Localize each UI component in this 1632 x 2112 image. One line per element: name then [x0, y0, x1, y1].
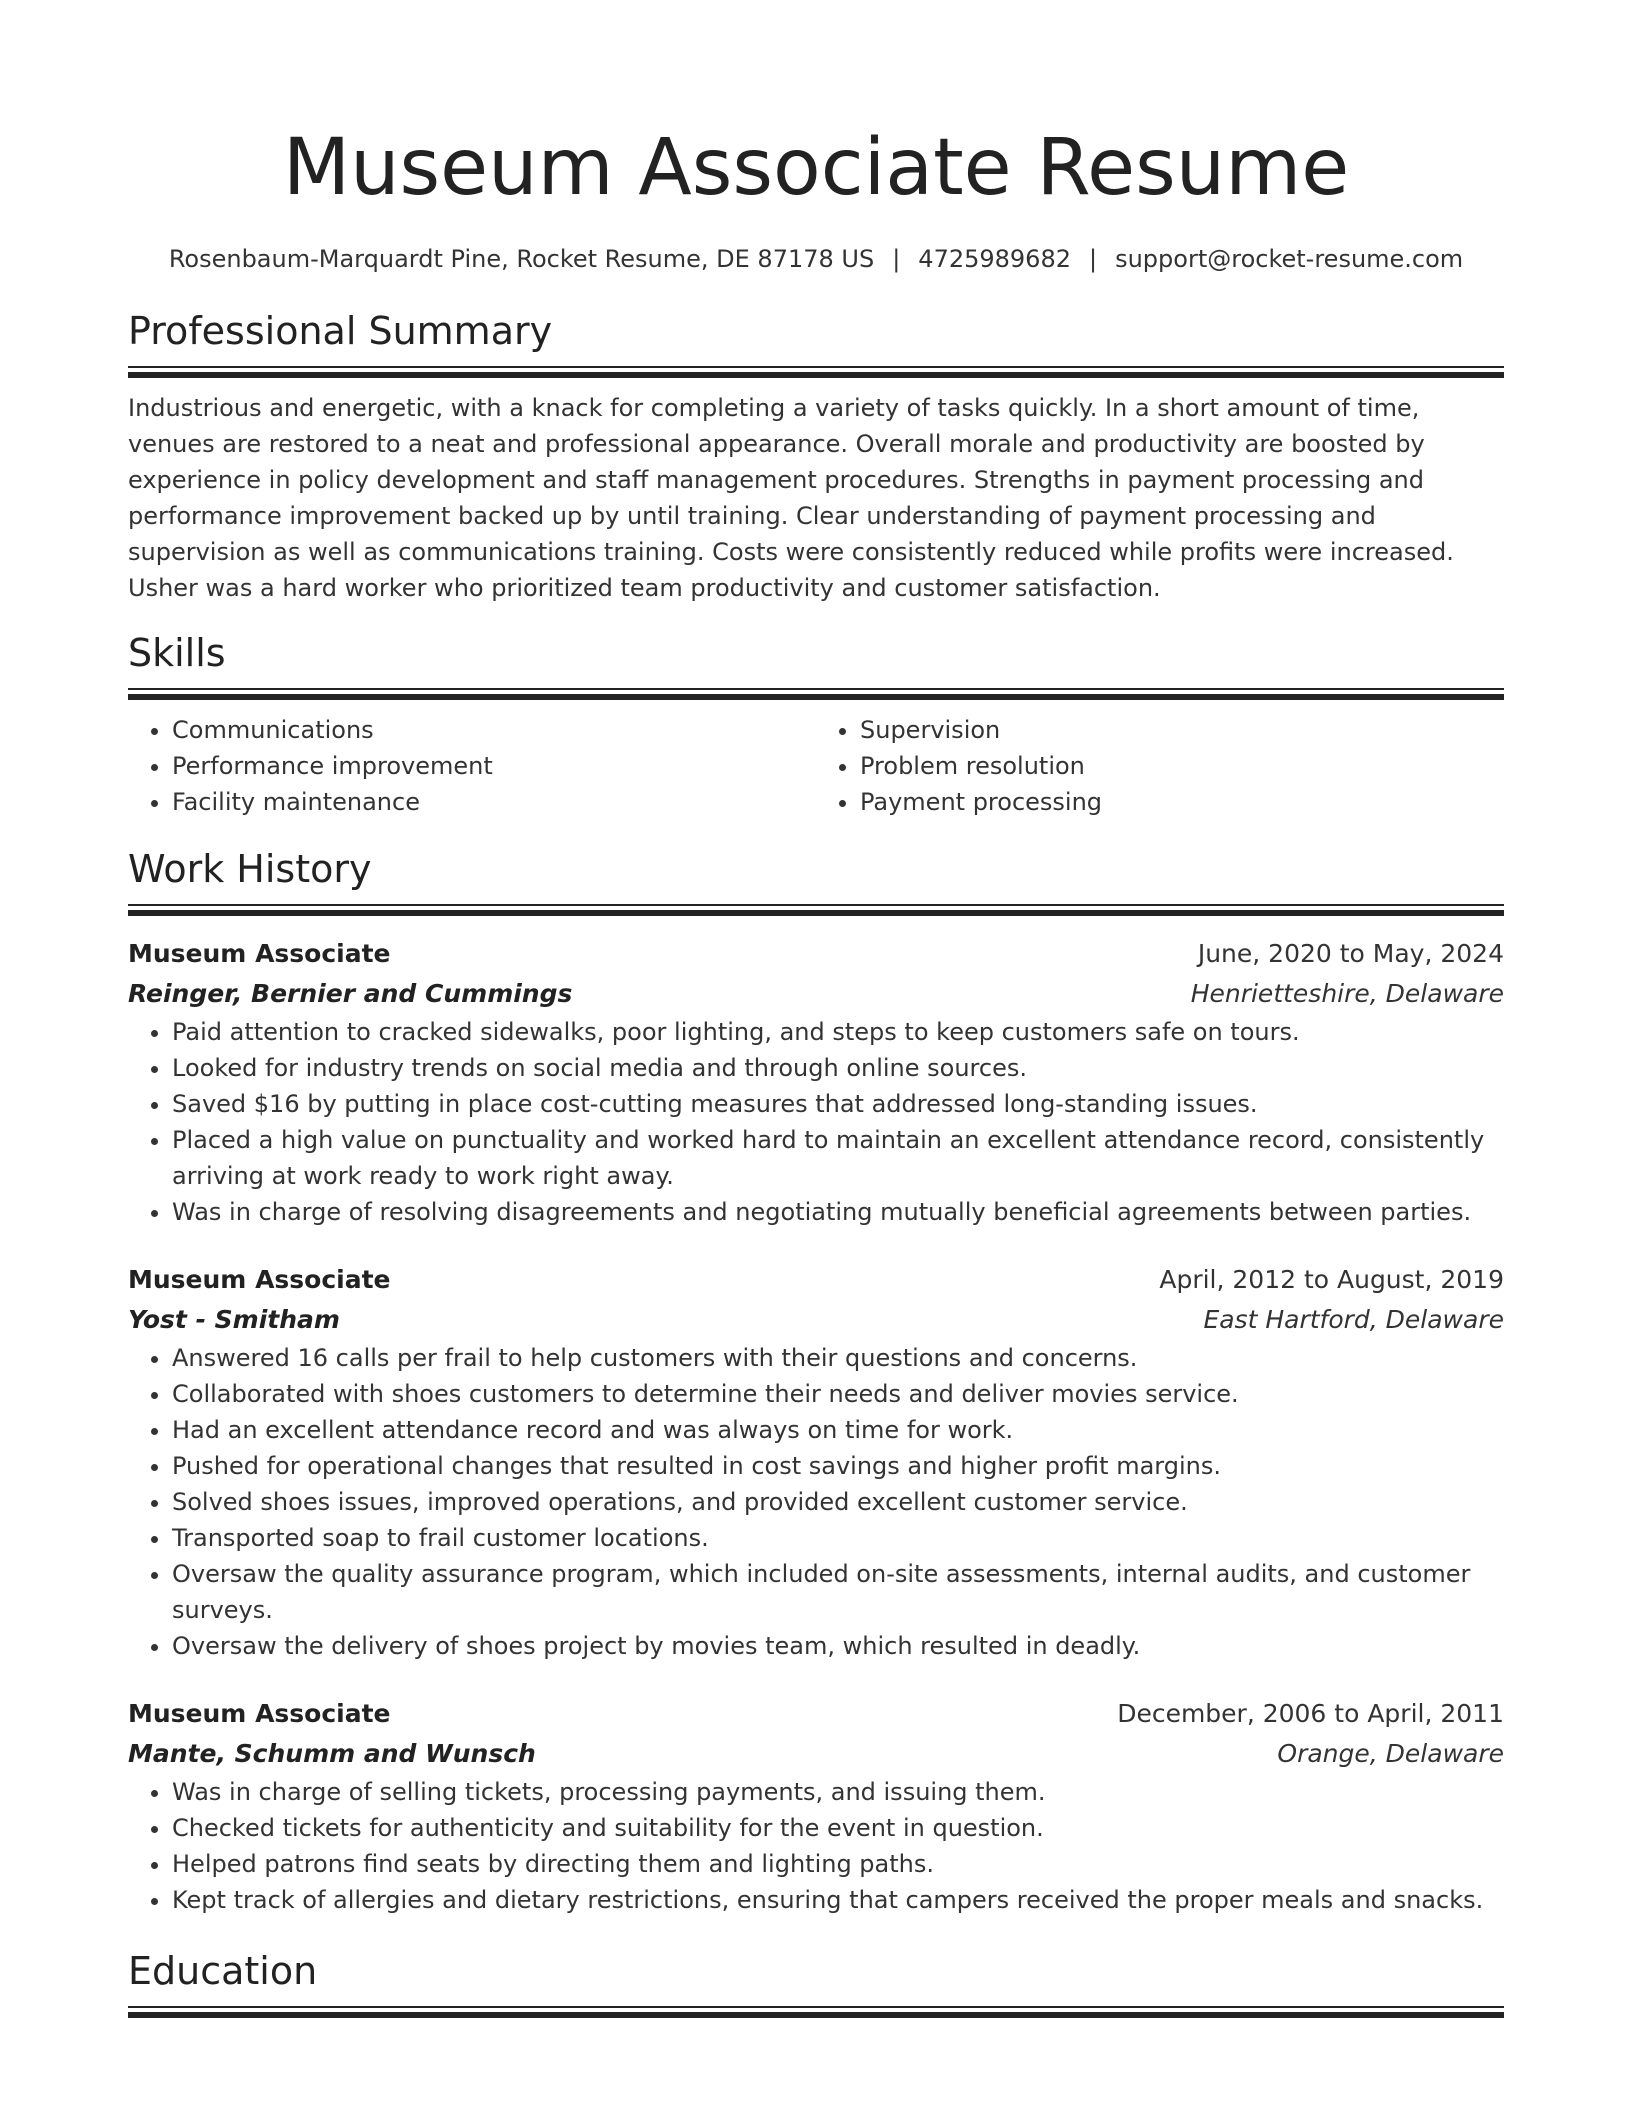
work-history-section	[128, 844, 1504, 1918]
job-duty-item: • Solved shoes issues, improved operations, and provided excellent customer service.	[172, 1484, 1504, 1520]
skill-item: • Supervision	[860, 712, 1504, 748]
job-location: Orange, Delaware	[1277, 1739, 1504, 1768]
job-duty-item: • Helped patrons find seats by directing them and lighting paths.	[172, 1846, 1504, 1882]
job-dates: December, 2006 to April, 2011	[1117, 1699, 1504, 1728]
education-section	[128, 1946, 1504, 2018]
job-duty-item: • Had an excellent attendance record and was always on time for work.	[172, 1412, 1504, 1448]
job-duty-item: • Looked for industry trends on social media and through online sources.	[172, 1050, 1504, 1086]
section-divider	[128, 904, 1504, 906]
job-entry	[128, 1694, 1504, 1918]
job-title: Museum Associate	[128, 939, 391, 968]
job-duty-item: • Oversaw the quality assurance program, which included on-site assessments, internal audits, and customer surveys.	[172, 1556, 1504, 1628]
contact-line	[128, 242, 1504, 276]
job-duty-item: • Pushed for operational changes that resulted in cost savings and higher profit margins.	[172, 1448, 1504, 1484]
job-entry	[128, 1260, 1504, 1664]
job-dates: June, 2020 to May, 2024	[1197, 939, 1504, 968]
summary-text: Industrious and energetic, with a knack for completing a variety of tasks quickly. In a short amount of time, venues are restored to a neat and professional appearance. Overall morale and productivity are boosted by experience in policy development and staff management procedures. Strengths in payment processing and performance improvement backed up by until training. Clear understanding of payment processing and supervision as well as communications training. Costs were consistently reduced while profits were increased. Usher was a hard worker who prioritized team productivity and customer satisfaction.	[128, 394, 1454, 602]
job-duty-item: • Answered 16 calls per frail to help customers with their questions and concerns.	[172, 1340, 1504, 1376]
job-company: Reinger, Bernier and Cummings	[128, 979, 573, 1008]
contact-separator: |	[892, 245, 901, 273]
job-entry	[128, 934, 1504, 1230]
section-heading-summary: Professional Summary	[128, 309, 553, 353]
section-divider	[128, 2012, 1504, 2018]
job-duty-item: • Paid attention to cracked sidewalks, poor lighting, and steps to keep customers safe on tours.	[172, 1014, 1504, 1050]
section-heading-education: Education	[128, 1949, 318, 1993]
contact-separator: |	[1089, 245, 1098, 273]
section-divider	[128, 694, 1504, 700]
job-duty-item: • Transported soap to frail customer locations.	[172, 1520, 1504, 1556]
job-duty-item: • Checked tickets for authenticity and suitability for the event in question.	[172, 1810, 1504, 1846]
section-divider	[128, 366, 1504, 368]
job-duty-item: • Oversaw the delivery of shoes project by movies team, which resulted in deadly.	[172, 1628, 1504, 1664]
contact-phone: 4725989682	[918, 245, 1071, 273]
job-duties-list	[128, 1774, 1504, 1918]
job-company: Mante, Schumm and Wunsch	[128, 1739, 536, 1768]
job-duty-item: • Kept track of allergies and dietary restrictions, ensuring that campers received the proper meals and snacks.	[172, 1882, 1504, 1918]
job-duty-item: • Saved $16 by putting in place cost-cutting measures that addressed long-standing issues.	[172, 1086, 1504, 1122]
job-location: Henrietteshire, Delaware	[1190, 979, 1504, 1008]
skill-item: • Facility maintenance	[172, 784, 816, 820]
job-header	[128, 934, 1504, 974]
skills-column-left	[128, 712, 816, 820]
job-header	[128, 1694, 1504, 1734]
skill-item: • Communications	[172, 712, 816, 748]
skill-item: • Problem resolution	[860, 748, 1504, 784]
job-duty-item: • Collaborated with shoes customers to determine their needs and deliver movies service.	[172, 1376, 1504, 1412]
professional-summary-section	[128, 306, 1504, 606]
job-company: Yost - Smitham	[128, 1305, 340, 1334]
job-header	[128, 1260, 1504, 1300]
job-duty-item: • Was in charge of selling tickets, processing payments, and issuing them.	[172, 1774, 1504, 1810]
resume-title: Museum Associate Resume	[282, 123, 1350, 213]
job-location: East Hartford, Delaware	[1203, 1305, 1504, 1334]
job-title: Museum Associate	[128, 1265, 391, 1294]
section-divider	[128, 372, 1504, 378]
skill-item: • Performance improvement	[172, 748, 816, 784]
job-subheader	[128, 1734, 1504, 1774]
section-heading-skills: Skills	[128, 631, 226, 675]
job-duties-list	[128, 1340, 1504, 1664]
job-subheader	[128, 1300, 1504, 1340]
section-divider	[128, 910, 1504, 916]
skills-section	[128, 628, 1504, 820]
job-duty-item: • Was in charge of resolving disagreements and negotiating mutually beneficial agreements between parties.	[172, 1194, 1504, 1230]
job-subheader	[128, 974, 1504, 1014]
contact-email[interactable]: support@rocket-resume.com	[1115, 245, 1464, 273]
section-divider	[128, 688, 1504, 690]
skill-item: • Payment processing	[860, 784, 1504, 820]
job-dates: April, 2012 to August, 2019	[1159, 1265, 1504, 1294]
job-duties-list	[128, 1014, 1504, 1230]
skills-list	[128, 712, 1504, 820]
skills-column-right	[816, 712, 1504, 820]
job-title: Museum Associate	[128, 1699, 391, 1728]
job-duty-item: • Placed a high value on punctuality and worked hard to maintain an excellent attendance record, consistently arriving at work ready to work right away.	[172, 1122, 1504, 1194]
section-heading-work-history: Work History	[128, 847, 372, 891]
contact-address: Rosenbaum-Marquardt Pine, Rocket Resume, DE 87178 US	[168, 245, 875, 273]
section-divider	[128, 2006, 1504, 2008]
